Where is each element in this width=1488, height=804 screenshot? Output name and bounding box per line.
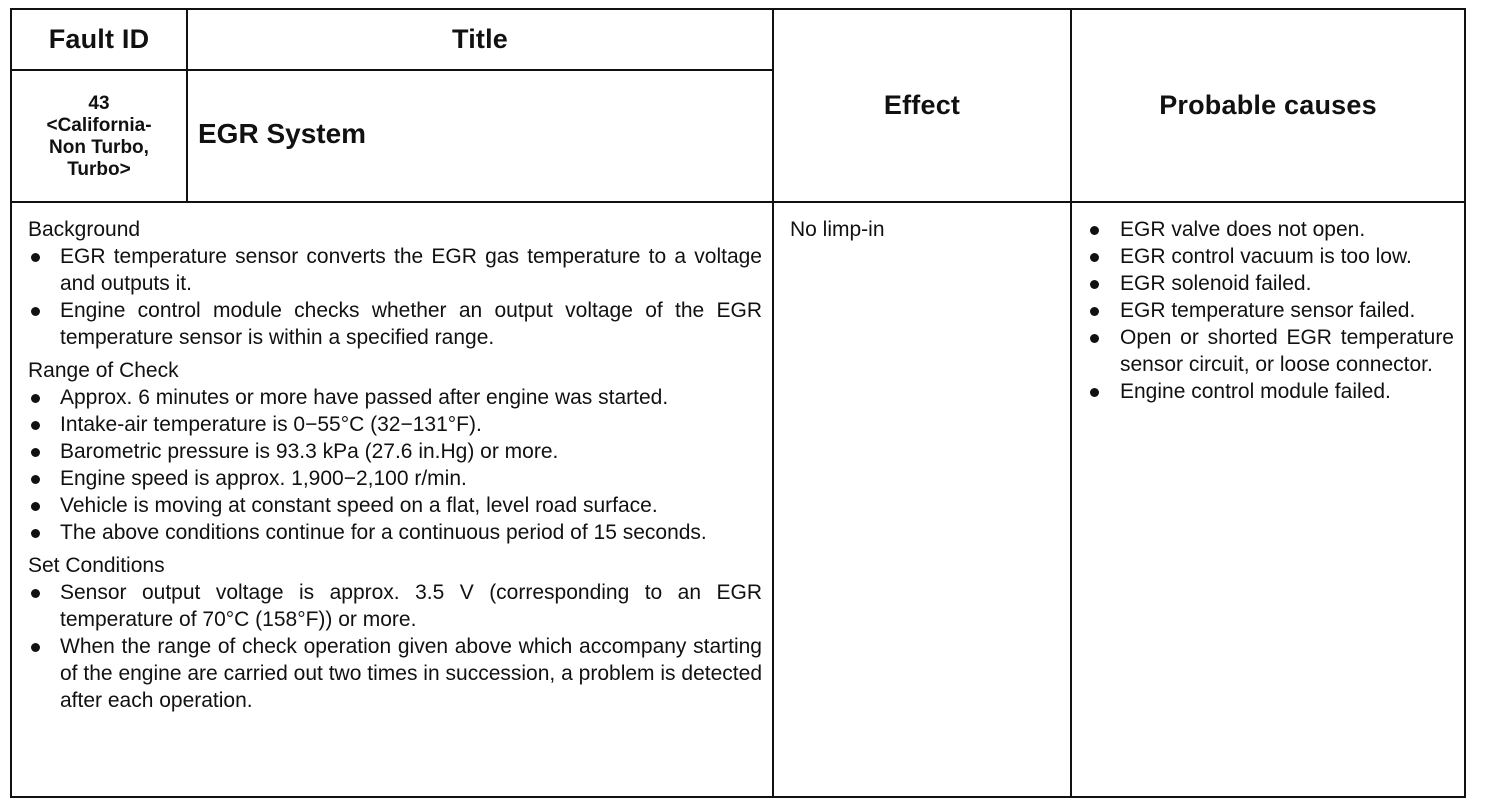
list-item: Engine control module failed. (1088, 378, 1454, 405)
effect-value: No limp-in (790, 218, 885, 241)
header-title: Title (451, 24, 508, 54)
list-item: Engine control module checks whether an output voltage of the EGR temperature sensor is within a specified range. (28, 297, 762, 351)
list-item: EGR temperature sensor failed. (1088, 297, 1454, 324)
background-list (28, 243, 762, 351)
range-of-check-list (28, 384, 762, 546)
fault-title: EGR System (198, 118, 367, 149)
description-column (28, 216, 762, 714)
list-item: The above conditions continue for a continuous period of 15 seconds. (28, 519, 762, 546)
list-item: Approx. 6 minutes or more have passed after engine was started. (28, 384, 762, 411)
header-probable-causes: Probable causes (1159, 90, 1377, 120)
header-effect: Effect (883, 90, 961, 120)
fault-id-line: <California- (46, 115, 152, 136)
section-label-set-conditions: Set Conditions (28, 554, 165, 577)
fault-id-line: Non Turbo, (49, 137, 149, 158)
table-border-right (1464, 8, 1466, 798)
list-item: EGR valve does not open. (1088, 216, 1454, 243)
fault-id-line: 43 (88, 93, 110, 114)
header-fault-id: Fault ID (48, 24, 150, 54)
header-divider-bottom (10, 201, 1466, 203)
list-item: EGR control vacuum is too low. (1088, 243, 1454, 270)
fault-id-value (12, 72, 186, 202)
causes-list (1088, 216, 1454, 405)
list-item: Barometric pressure is 93.3 kPa (27.6 in.Hg) or more. (28, 438, 762, 465)
section-label-range-of-check: Range of Check (28, 359, 179, 382)
list-item: Open or shorted EGR temperature sensor circuit, or loose connector. (1088, 324, 1454, 378)
list-item: When the range of check operation given above which accompany starting of the engine are carried out two times in succession, a problem is detected after each operation. (28, 633, 762, 714)
list-item: Sensor output voltage is approx. 3.5 V (corresponding to an EGR temperature of 70°C (158°F)) or more. (28, 579, 762, 633)
table-border-bottom (10, 796, 1466, 798)
section-label-background: Background (28, 218, 141, 241)
causes-column (1088, 216, 1454, 405)
list-item: Engine speed is approx. 1,900−2,100 r/min. (28, 465, 762, 492)
fault-id-line: Turbo> (67, 159, 131, 180)
list-item: Intake-air temperature is 0−55°C (32−131°F). (28, 411, 762, 438)
header-divider-id-title (10, 69, 772, 71)
list-item: Vehicle is moving at constant speed on a flat, level road surface. (28, 492, 762, 519)
set-conditions-list (28, 579, 762, 714)
list-item: EGR temperature sensor converts the EGR gas temperature to a voltage and outputs it. (28, 243, 762, 297)
list-item: EGR solenoid failed. (1088, 270, 1454, 297)
